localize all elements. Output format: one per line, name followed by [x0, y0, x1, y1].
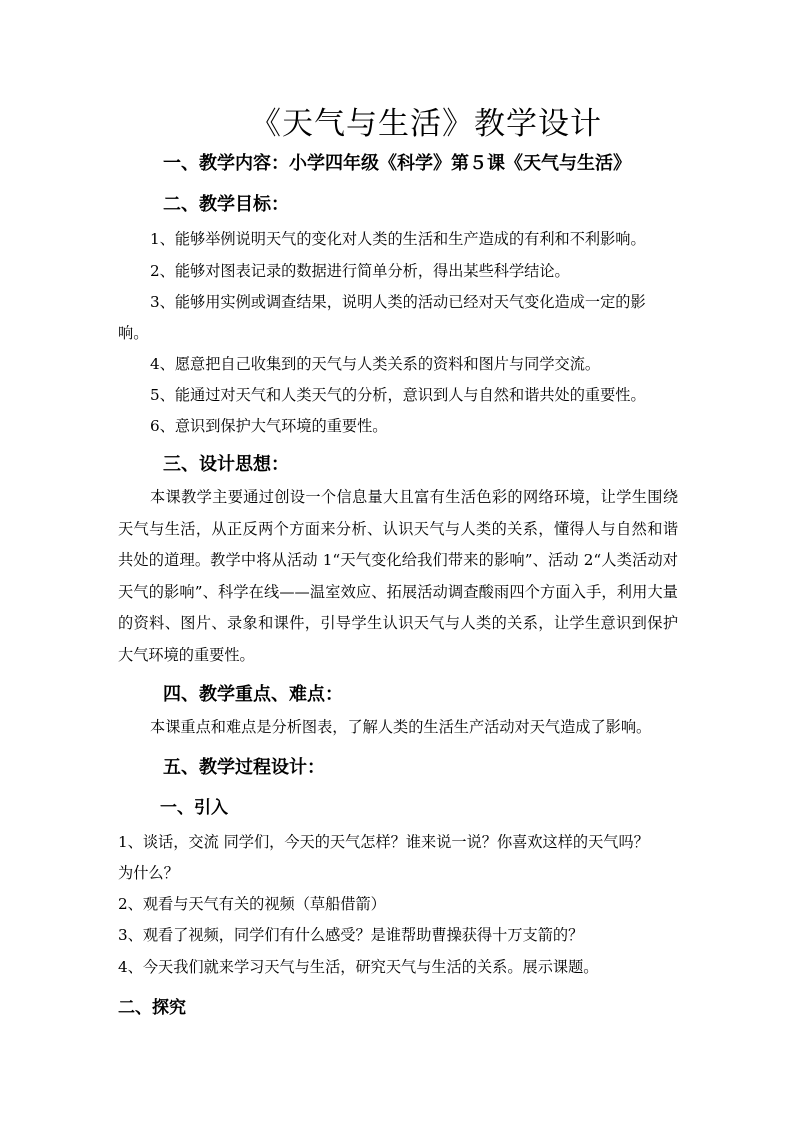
intro-item: 2、观看与天气有关的视频（草船借箭） — [118, 895, 386, 913]
heading-design-idea: 三、设计思想： — [163, 454, 289, 475]
heading-teaching-goals: 二、教学目标： — [163, 194, 289, 215]
intro-item-continuation: 为什么？ — [118, 864, 179, 882]
intro-item: 4、今天我们就来学习天气与生活，研究天气与生活的关系。展示课题。 — [118, 958, 599, 976]
goal-item-continuation: 响。 — [118, 324, 149, 342]
intro-item: 3、观看了视频，同学们有什么感受？是谁帮助曹操获得十万支箭的？ — [118, 926, 584, 944]
intro-item: 1、谈话，交流 同学们，今天的天气怎样？谁来说一说？你喜欢这样的天气吗？ — [118, 833, 649, 851]
goal-item: 4、愿意把自己收集到的天气与人类关系的资料和图片与同学交流。 — [150, 355, 601, 373]
key-points-text: 本课重点和难点是分析图表，了解人类的生活生产活动对天气造成了影响。 — [150, 718, 652, 736]
heading-exploration: 二、探究 — [118, 998, 186, 1018]
goal-item: 3、能够用实例或调查结果，说明人类的活动已经对天气变化造成一定的影 — [150, 293, 646, 311]
heading-introduction: 一、引入 — [160, 798, 228, 818]
goal-item: 5、能通过对天气和人类天气的分析，意识到人与自然和谐共处的重要性。 — [150, 386, 646, 404]
goal-item: 2、能够对图表记录的数据进行简单分析，得出某些科学结论。 — [150, 262, 570, 280]
goal-item: 6、意识到保护大气环境的重要性。 — [150, 417, 388, 435]
heading-teaching-process: 五、教学过程设计： — [163, 757, 325, 778]
heading-teaching-content: 一、教学内容：小学四年级《科学》第５课《天气与生活》 — [163, 153, 631, 174]
goal-item: 1、能够举例说明天气的变化对人类的生活和生产造成的有利和不利影响。 — [150, 230, 646, 248]
document-title: 《天气与生活》教学设计 — [250, 106, 602, 142]
design-idea-paragraph: 本课教学主要通过创设一个信息量大且富有生活色彩的网络环境，让学生围绕天气与生活，从正反两个方面来分析、认识天气与人类的关系，懂得人与自然和谐共处的道理。教学中将从活动 1“天气变化给我们带来的影响”、活动 2“人类活动对天气的影响”、科学在线——温室效应、拓展活动调查酸雨四个方面入手，利用大量的资料、图片、录象和课件，引导学生认识天气与人类的关系，让学生意识到保护大气环境的重要性。 — [118, 488, 678, 664]
heading-key-points: 四、教学重点、难点： — [163, 684, 343, 705]
